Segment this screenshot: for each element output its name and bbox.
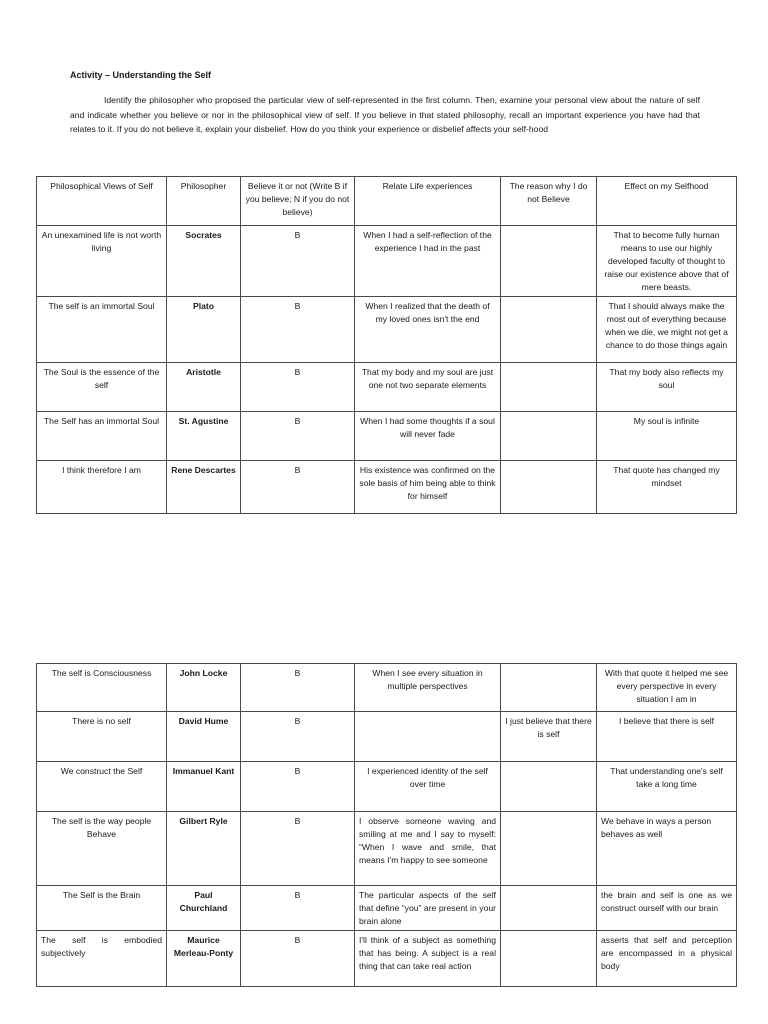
experience-cell: When I had a self-reflection of the experience I had in the past — [355, 226, 501, 297]
table-row — [37, 461, 737, 514]
effect-cell: With that quote it helped me see every perspective in every situation I am in — [597, 664, 737, 712]
philosophy-table-1 — [36, 176, 737, 514]
table-row — [37, 931, 737, 987]
experience-cell: That my body and my soul are just one not two separate elements — [355, 363, 501, 412]
effect-cell: That understanding one's self take a long time — [597, 762, 737, 812]
view-cell: There is no self — [37, 712, 167, 762]
table-row — [37, 712, 737, 762]
table-row — [37, 363, 737, 412]
effect-cell: I believe that there is self — [597, 712, 737, 762]
table-row — [37, 664, 737, 712]
believe-cell: B — [241, 886, 355, 931]
header-philosopher: Philosopher — [167, 177, 241, 226]
reason-cell — [501, 886, 597, 931]
philosopher-cell: St. Agustine — [167, 412, 241, 461]
table-row — [37, 762, 737, 812]
view-cell: The self is Consciousness — [37, 664, 167, 712]
effect-cell: That I should always make the most out of everything because when we die, we might not get a chance to do those things again — [597, 297, 737, 363]
view-cell: The Self has an immortal Soul — [37, 412, 167, 461]
header-view: Philosophical Views of Self — [37, 177, 167, 226]
effect-cell: the brain and self is one as we construct ourself with our brain — [597, 886, 737, 931]
believe-cell: B — [241, 297, 355, 363]
view-cell: The self is the way people Behave — [37, 812, 167, 886]
experience-cell: When I realized that the death of my loved ones isn't the end — [355, 297, 501, 363]
philosopher-cell: Maurice Merleau-Ponty — [167, 931, 241, 987]
instructions-paragraph: Identify the philosopher who proposed the particular view of self-represented in the first column. Then, examine your personal view about the nature of self and indicate whether you believe or nor in the philosophical view of self. If you believe in that stated philosophy, recall an important experience you have had that relates to it. If you do not believe it, explain your disbelief. How do you think your experience or disbelief affects your self-hood — [70, 95, 700, 134]
experience-cell — [355, 712, 501, 762]
reason-cell — [501, 461, 597, 514]
philosopher-cell: Plato — [167, 297, 241, 363]
view-cell: The self is an immortal Soul — [37, 297, 167, 363]
view-cell: I think therefore I am — [37, 461, 167, 514]
reason-cell — [501, 226, 597, 297]
philosophy-table-2 — [36, 663, 737, 987]
philosopher-cell: Rene Descartes — [167, 461, 241, 514]
view-cell: An unexamined life is not worth living — [37, 226, 167, 297]
view-cell: The Soul is the essence of the self — [37, 363, 167, 412]
experience-cell: When I see every situation in multiple perspectives — [355, 664, 501, 712]
philosopher-cell: John Locke — [167, 664, 241, 712]
header-experience: Relate Life experiences — [355, 177, 501, 226]
believe-cell: B — [241, 664, 355, 712]
believe-cell: B — [241, 712, 355, 762]
effect-cell: My soul is infinite — [597, 412, 737, 461]
reason-cell: I just believe that there is self — [501, 712, 597, 762]
view-cell: The Self is the Brain — [37, 886, 167, 931]
philosopher-cell: Aristotle — [167, 363, 241, 412]
reason-cell — [501, 931, 597, 987]
reason-cell — [501, 412, 597, 461]
believe-cell: B — [241, 412, 355, 461]
philosopher-cell: David Hume — [167, 712, 241, 762]
page-title: Activity – Understanding the Self — [70, 70, 212, 80]
effect-cell: That my body also reflects my soul — [597, 363, 737, 412]
philosopher-cell: Immanuel Kant — [167, 762, 241, 812]
experience-cell: The particular aspects of the self that define “you” are present in your brain alone — [355, 886, 501, 931]
effect-cell: That to become fully human means to use our highly developed faculty of thought to raise our existence above that of mere beasts. — [597, 226, 737, 297]
effect-cell: asserts that self and perception are encompassed in a physical body — [597, 931, 737, 987]
header-believe: Believe it or not (Write B if you believe; N if you do not believe) — [241, 177, 355, 226]
reason-cell — [501, 297, 597, 363]
believe-cell: B — [241, 363, 355, 412]
table-row — [37, 412, 737, 461]
view-cell: The self is embodied subjectively — [37, 931, 167, 987]
header-reason: The reason why I do not Believe — [501, 177, 597, 226]
header-effect: Effect on my Selfhood — [597, 177, 737, 226]
philosopher-cell: Paul Churchland — [167, 886, 241, 931]
table-row — [37, 812, 737, 886]
experience-cell: I experienced identity of the self over time — [355, 762, 501, 812]
believe-cell: B — [241, 812, 355, 886]
view-cell: We construct the Self — [37, 762, 167, 812]
philosopher-cell: Gilbert Ryle — [167, 812, 241, 886]
reason-cell — [501, 664, 597, 712]
effect-cell: That quote has changed my mindset — [597, 461, 737, 514]
experience-cell: I'll think of a subject as something that has being. A subject is a real thing that can take real action — [355, 931, 501, 987]
table-row — [37, 886, 737, 931]
table-row — [37, 297, 737, 363]
believe-cell: B — [241, 931, 355, 987]
philosopher-cell: Socrates — [167, 226, 241, 297]
experience-cell: His existence was confirmed on the sole basis of him being able to think for himself — [355, 461, 501, 514]
believe-cell: B — [241, 226, 355, 297]
table-row — [37, 226, 737, 297]
believe-cell: B — [241, 461, 355, 514]
reason-cell — [501, 812, 597, 886]
effect-cell: We behave in ways a person behaves as well — [597, 812, 737, 886]
experience-cell: I observe someone waving and smiling at me and I say to myself: “When I wave and smile, that means I'm happy to see someone — [355, 812, 501, 886]
experience-cell: When I had some thoughts if a soul will never fade — [355, 412, 501, 461]
table-header-row — [37, 177, 737, 226]
reason-cell — [501, 762, 597, 812]
believe-cell: B — [241, 762, 355, 812]
reason-cell — [501, 363, 597, 412]
